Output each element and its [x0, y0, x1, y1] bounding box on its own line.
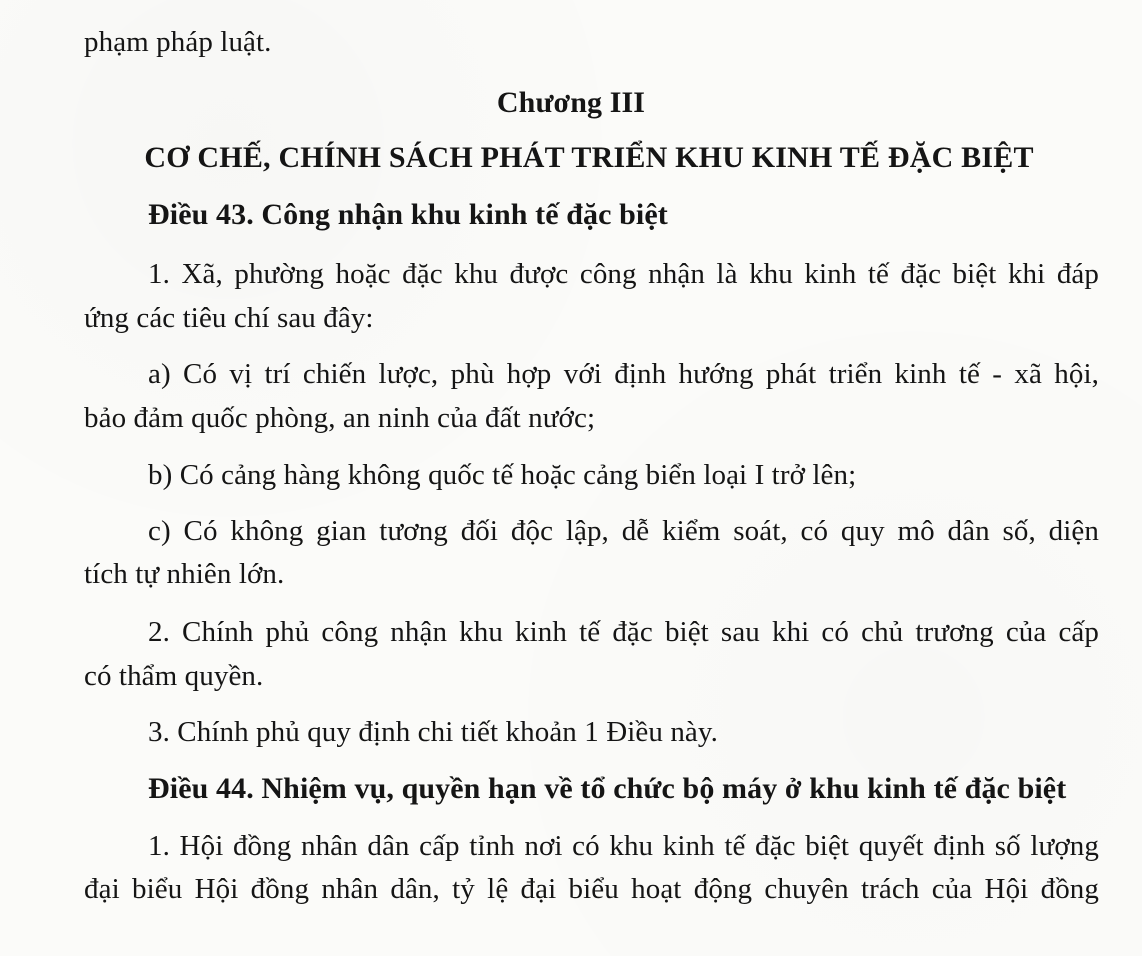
article-43-point-b: b) Có cảng hàng không quốc tế hoặc cảng biển loại I trở lên;	[148, 459, 857, 491]
article-43-point-c-line-1: c) Có không gian tương đối độc lập, dễ kiểm soát, có quy mô dân số, diện	[148, 515, 1099, 547]
article-43-clause-2-line-1: 2. Chính phủ công nhận khu kinh tế đặc biệt sau khi có chủ trương của cấp	[148, 616, 1099, 648]
article-43-clause-1-line-1: 1. Xã, phường hoặc đặc khu được công nhận là khu kinh tế đặc biệt khi đáp	[148, 258, 1099, 290]
chapter-title: CƠ CHẾ, CHÍNH SÁCH PHÁT TRIỂN KHU KINH TẾ ĐẶC BIỆT	[144, 141, 1034, 174]
article-44-heading: Điều 44. Nhiệm vụ, quyền hạn về tổ chức bộ máy ở khu kinh tế đặc biệt	[148, 772, 1067, 805]
chapter-number: Chương III	[496, 86, 646, 119]
article-43-clause-3: 3. Chính phủ quy định chi tiết khoản 1 Điều này.	[148, 716, 718, 748]
article-43-point-a-line-2: bảo đảm quốc phòng, an ninh của đất nước;	[84, 402, 596, 434]
article-44-clause-1-line-2: đại biểu Hội đồng nhân dân, tỷ lệ đại biểu hoạt động chuyên trách của Hội đồng	[84, 873, 1099, 905]
article-43-clause-2-line-2: có thẩm quyền.	[84, 660, 264, 692]
article-43-point-a-line-1: a) Có vị trí chiến lược, phù hợp với định hướng phát triển kinh tế - xã hội,	[148, 358, 1099, 390]
article-43-point-c-line-2: tích tự nhiên lớn.	[84, 558, 285, 590]
article-43-heading: Điều 43. Công nhận khu kinh tế đặc biệt	[148, 198, 668, 231]
article-44-clause-1-line-1: 1. Hội đồng nhân dân cấp tỉnh nơi có khu kinh tế đặc biệt quyết định số lượng	[148, 830, 1099, 862]
top-line: phạm pháp luật.	[84, 26, 272, 58]
article-43-clause-1-line-2: ứng các tiêu chí sau đây:	[84, 302, 374, 334]
